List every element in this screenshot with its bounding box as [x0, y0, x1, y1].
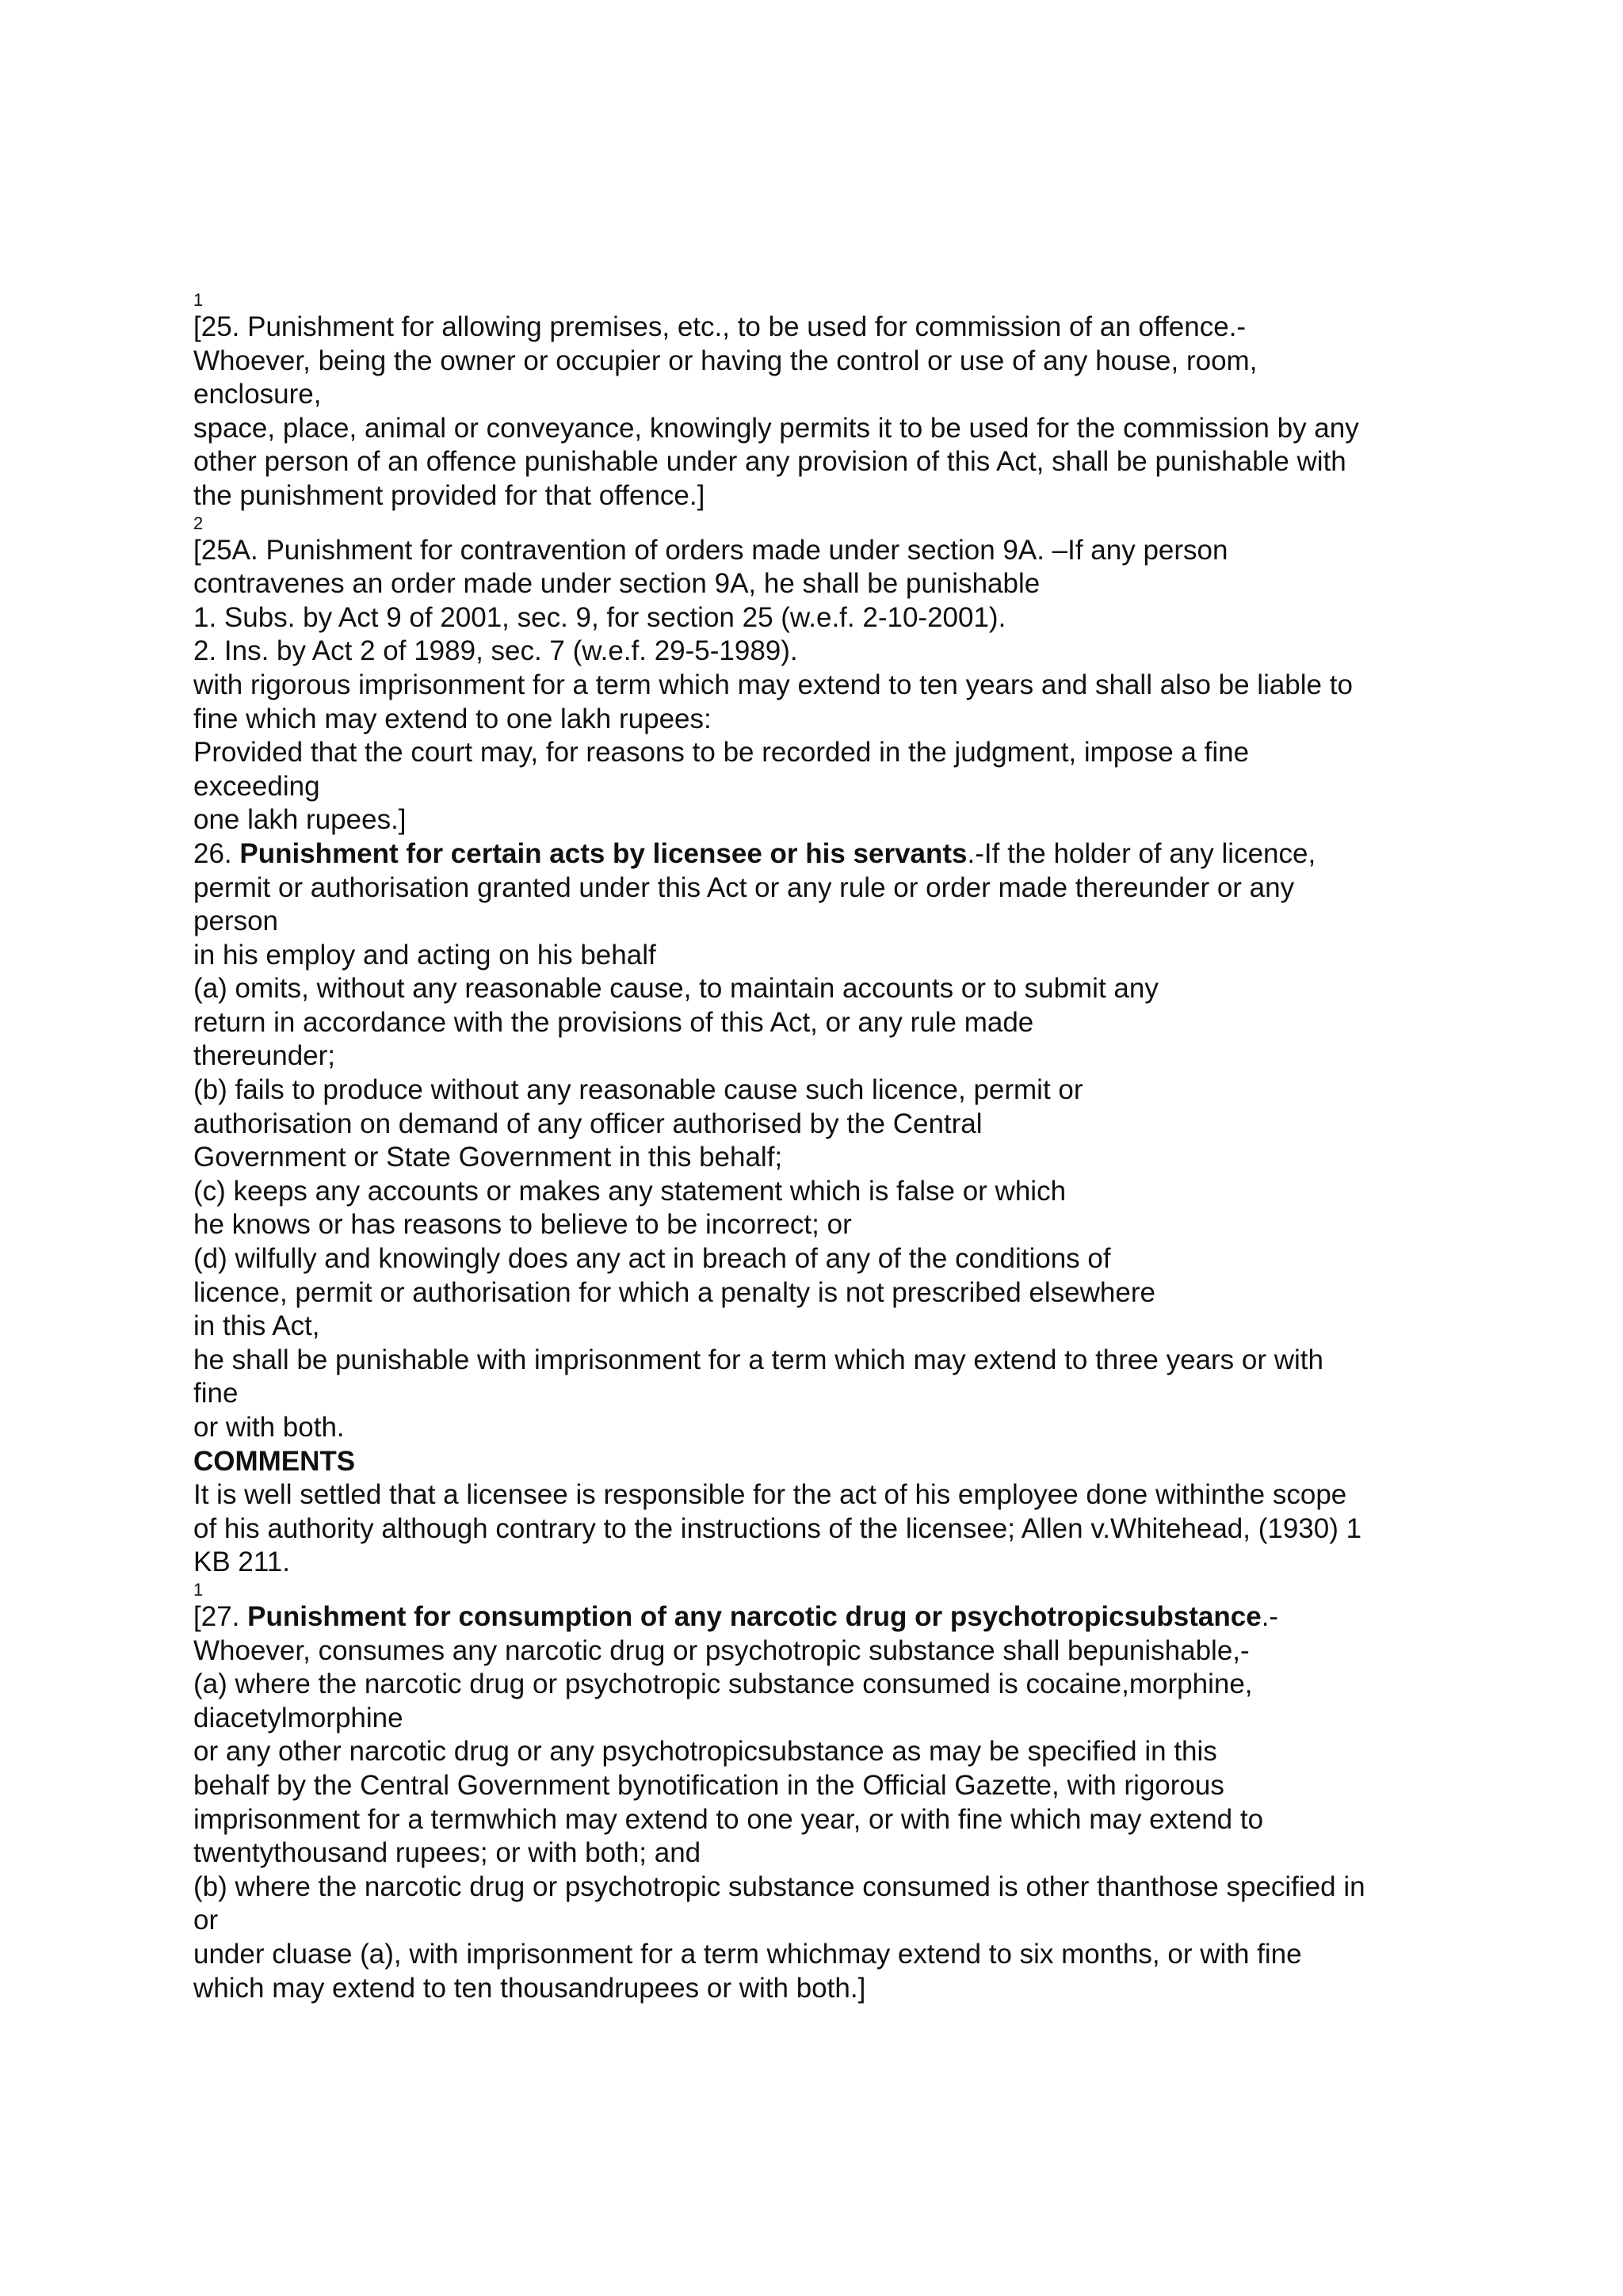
text-line: which may extend to ten thousandrupees or with both.]	[193, 1972, 866, 2004]
text-line: Whoever, being the owner or occupier or having the control or use of any house, room,	[193, 345, 1258, 376]
text-line: space, place, animal or conveyance, knowingly permits it to be used for the commission by any	[193, 412, 1359, 444]
text-line: he knows or has reasons to believe to be incorrect; or	[193, 1209, 852, 1241]
text-line: under cluase (a), with imprisonment for a term whichmay extend to six months, or with fine	[193, 1938, 1302, 1970]
text-line: Whoever, consumes any narcotic drug or psychotropic substance shall bepunishable,-	[193, 1634, 1250, 1666]
text-line: or	[193, 1905, 219, 1936]
text-line: 1. Subs. by Act 9 of 2001, sec. 9, for section 25 (w.e.f. 2-10-2001).	[193, 601, 1006, 633]
text-line: thereunder;	[193, 1040, 336, 1072]
text-line: 2. Ins. by Act 2 of 1989, sec. 7 (w.e.f. 29-5-1989).	[193, 635, 798, 667]
text-line: in his employ and acting on his behalf	[193, 939, 656, 971]
text-line: the punishment provided for that offence.]	[193, 479, 705, 511]
text-line: (b) fails to produce without any reasonable cause such licence, permit or	[193, 1074, 1083, 1106]
text-line: other person of an offence punishable under any provision of this Act, shall be punishable with	[193, 446, 1346, 478]
text-line: licence, permit or authorisation for which a penalty is not prescribed elsewhere	[193, 1276, 1155, 1308]
text-line: with rigorous imprisonment for a term which may extend to ten years and shall also be liable to	[193, 669, 1353, 700]
text-line: [25. Punishment for allowing premises, etc., to be used for commission of an offence.-	[193, 311, 1247, 342]
heading-prefix: [27.	[193, 1600, 248, 1632]
text-line: authorisation on demand of any officer authorised by the Central	[193, 1108, 983, 1139]
footnote-marker: 2	[193, 513, 204, 533]
text-line: fine which may extend to one lakh rupees:	[193, 703, 712, 734]
text-line: person	[193, 906, 279, 937]
heading-suffix: .-	[1261, 1600, 1279, 1632]
text-line: behalf by the Central Government bynotification in the Official Gazette, with rigorous	[193, 1769, 1224, 1801]
section-heading-line	[193, 1445, 1477, 1479]
text-line: Government or State Government in this behalf;	[193, 1142, 783, 1173]
text-line: enclosure,	[193, 379, 322, 410]
section-heading: Punishment for consumption of any narcotic drug or psychotropicsubstance	[247, 1600, 1262, 1632]
text-line: in this Act,	[193, 1310, 320, 1342]
heading-prefix: 26.	[193, 837, 240, 869]
text-line: (c) keeps any accounts or makes any statement which is false or which	[193, 1175, 1067, 1207]
text-line: permit or authorisation granted under this Act or any rule or order made thereunder or any	[193, 871, 1295, 903]
text-line: It is well settled that a licensee is responsible for the act of his employee done withinthe scope	[193, 1479, 1347, 1511]
text-line: contravenes an order made under section 9A, he shall be punishable	[193, 568, 1041, 600]
section-heading: Punishment for certain acts by licensee or his servants	[239, 837, 968, 869]
section-heading-line	[193, 1600, 1477, 1634]
section-heading: COMMENTS	[193, 1445, 356, 1477]
text-line: Provided that the court may, for reasons to be recorded in the judgment, impose a fine	[193, 737, 1250, 769]
footnote-marker: 1	[193, 1579, 204, 1600]
text-line: KB 211.	[193, 1547, 290, 1578]
document-body	[193, 290, 1477, 2005]
footnote-marker: 1	[193, 290, 204, 310]
text-line: one lakh rupees.]	[193, 804, 407, 836]
text-line: of his authority although contrary to the instructions of the licensee; Allen v.Whitehead, (1930) 1	[193, 1512, 1362, 1544]
text-line: (a) where the narcotic drug or psychotropic substance consumed is cocaine,morphine,	[193, 1669, 1253, 1700]
heading-suffix: .-If the holder of any licence,	[967, 837, 1316, 869]
text-line: (d) wilfully and knowingly does any act in breach of any of the conditions of	[193, 1243, 1111, 1275]
text-line: imprisonment for a termwhich may extend to one year, or with fine which may extend to	[193, 1803, 1264, 1835]
text-line: twentythousand rupees; or with both; and	[193, 1837, 701, 1869]
text-line: or with both.	[193, 1412, 345, 1443]
text-line: fine	[193, 1378, 239, 1409]
text-line: or any other narcotic drug or any psychotropicsubstance as may be specified in this	[193, 1736, 1217, 1768]
text-line: diacetylmorphine	[193, 1702, 403, 1733]
text-line: (a) omits, without any reasonable cause, to maintain accounts or to submit any	[193, 973, 1159, 1005]
text-line: [25A. Punishment for contravention of orders made under section 9A. –If any person	[193, 534, 1228, 566]
text-line: he shall be punishable with imprisonment for a term which may extend to three years or with	[193, 1344, 1323, 1375]
text-line: (b) where the narcotic drug or psychotropic substance consumed is other thanthose specified in	[193, 1871, 1365, 1902]
text-line: return in accordance with the provisions of this Act, or any rule made	[193, 1006, 1034, 1038]
text-line: exceeding	[193, 770, 320, 802]
section-heading-line	[193, 837, 1477, 871]
